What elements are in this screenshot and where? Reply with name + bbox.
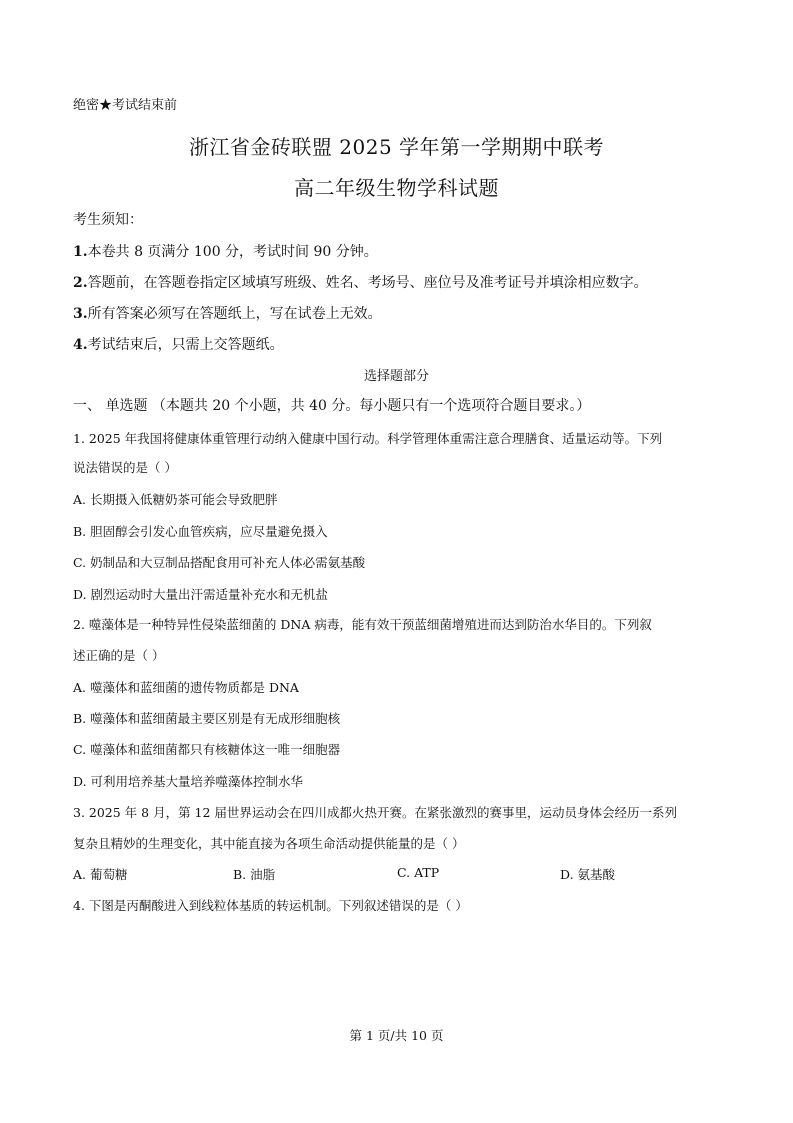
answer-option: C. ATP [397,865,440,880]
answer-option: A. 葡萄糖 [73,867,128,882]
notice-item [73,303,382,323]
page-footer: 第 1 页/共 10 页 [349,1028,444,1043]
question-stem-cont: 说法错误的是（ ） [73,460,177,475]
question-stem: 2. 噬藻体是一种特异性侵染蓝细菌的 DNA 病毒，能有效干预蓝细菌增殖进而达到防治水华目的。下列叙 [73,617,652,632]
answer-option: B. 噬藻体和蓝细菌最主要区别是有无成形细胞核 [73,711,341,726]
notice-item-number: 3. [73,306,88,322]
notice-heading: 考生须知： [73,212,143,228]
notice-item [73,272,648,292]
exam-title: 浙江省金砖联盟 2025 学年第一学期期中联考 [188,135,605,159]
notice-item [73,334,284,354]
notice-item-number: 1. [73,244,88,260]
answer-option: D. 可利用培养基大量培养噬藻体控制水华 [73,774,304,789]
notice-item-number: 4. [73,337,88,353]
answer-option: C. 奶制品和大豆制品搭配食用可补充人体必需氨基酸 [73,555,366,570]
question-stem-cont: 复杂且精妙的生理变化，其中能直接为各项生命活动提供能量的是（ ） [73,836,465,851]
question-stem: 1. 2025 年我国将健康体重管理行动纳入健康中国行动。科学管理体重需注意合理膳食、适量运动等。下列 [73,431,663,446]
question-stem: 3. 2025 年 8 月，第 12 届世界运动会在四川成都火热开赛。在紧张激烈的赛事里，运动员身体会经历一系列 [73,805,677,820]
answer-option: A. 噬藻体和蓝细菌的遗传物质都是 DNA [73,680,299,695]
question-stem: 4. 下图是丙酮酸进入到线粒体基质的转运机制。下列叙述错误的是（ ） [73,898,468,913]
notice-item-number: 2. [73,275,88,291]
notice-item-text: 本卷共 8 页满分 100 分，考试时间 90 分钟。 [87,244,378,260]
part-heading: 一、 单选题 （本题共 20 个小题，共 40 分。每小题只有一个选项符合题目要求。） [73,398,591,414]
answer-option: D. 剧烈运动时大量出汗需适量补充水和无机盐 [73,587,329,602]
answer-option: B. 胆固醇会引发心血管疾病，应尽量避免摄入 [73,524,328,539]
answer-option: D. 氨基酸 [560,867,616,882]
answer-option: B. 油脂 [233,867,276,882]
answer-option: A. 长期摄入低糖奶茶可能会导致肥胖 [73,492,278,507]
question-stem-cont: 述正确的是（ ） [73,648,165,663]
notice-item-text: 答题前，在答题卷指定区域填写班级、姓名、考场号、座位号及准考证号并填涂相应数字。 [87,275,648,291]
notice-item-text: 考试结束后，只需上交答题纸。 [87,337,284,353]
notice-item-text: 所有答案必须写在答题纸上，写在试卷上无效。 [87,306,382,322]
exam-subtitle: 高二年级生物学科试题 [294,176,499,200]
section-title: 选择题部分 [363,369,429,384]
notice-item [73,241,378,261]
answer-option: C. 噬藻体和蓝细菌都只有核糖体这一唯一细胞器 [73,742,341,757]
secret-mark: 绝密★考试结束前 [73,98,178,113]
